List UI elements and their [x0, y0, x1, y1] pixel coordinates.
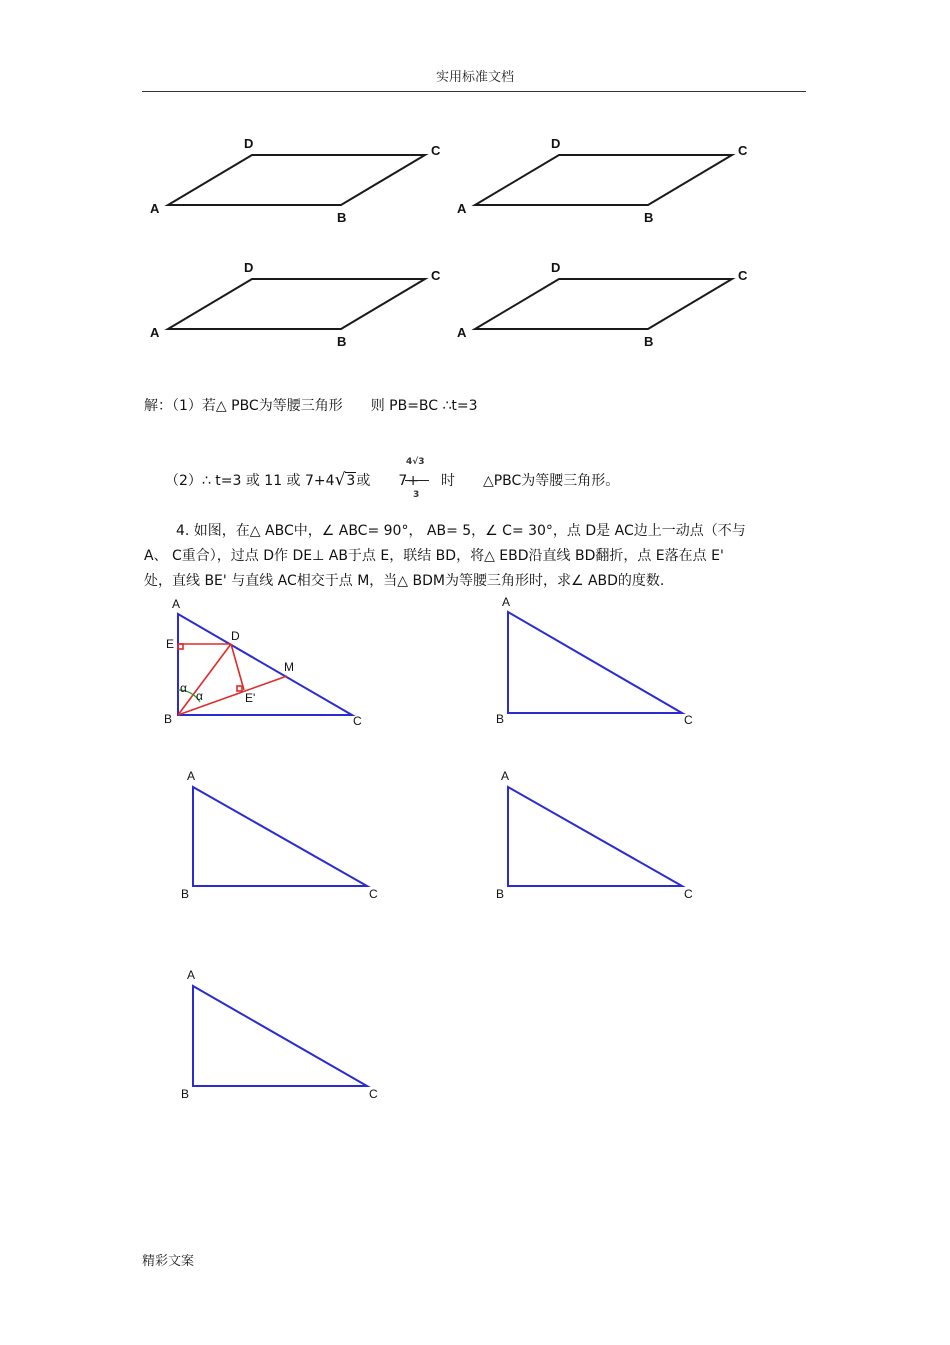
label-C: C: [369, 887, 378, 901]
label-E-prime: E': [245, 691, 256, 705]
figure-stroke: [178, 614, 352, 715]
label-A: A: [187, 968, 196, 982]
label-D: D: [231, 629, 240, 643]
label-A: A: [457, 325, 467, 340]
sqrt-radicand: 3: [346, 473, 356, 489]
label-alpha: α: [180, 681, 187, 695]
solution-part2-suffix: 时 △PBC为等腰三角形。: [440, 473, 620, 489]
label-B: B: [496, 887, 505, 901]
figure-stroke: [168, 155, 425, 205]
label-C: C: [431, 143, 441, 158]
fraction-numerator: 4√3: [406, 457, 425, 467]
label-C: C: [684, 887, 693, 901]
label-A: A: [150, 325, 160, 340]
sqrt-symbol: √: [334, 470, 346, 490]
figure-stroke: [475, 279, 732, 329]
label-alpha: α: [196, 689, 203, 703]
label-A: A: [502, 595, 511, 609]
figure-stroke: [237, 686, 242, 691]
label-B: B: [337, 210, 347, 225]
label-B: B: [496, 712, 505, 726]
label-B: B: [181, 1087, 190, 1101]
label-D: D: [244, 260, 254, 275]
solution-part2-prefix: （2）∴ t=3 或 11 或 7+4: [165, 473, 335, 489]
label-E: E: [166, 637, 175, 651]
label-D: D: [551, 136, 561, 151]
solution-part2: [165, 470, 619, 490]
label-D: D: [551, 260, 561, 275]
label-B: B: [644, 210, 654, 225]
label-A: A: [187, 769, 196, 783]
figure-stroke: [178, 644, 183, 649]
figure-stroke: [178, 644, 231, 715]
solution-part1: 解：（1）若△ PBC为等腰三角形 则 PB=BC ∴t=3: [144, 398, 478, 414]
figure-stroke: [508, 612, 682, 713]
label-C: C: [738, 143, 748, 158]
problem4-line2: A、 C重合），过点 D作 DE⊥ AB于点 E，联结 BD，将△ EBD沿直线 BD翻折，点 E落在点 E': [144, 548, 724, 564]
label-A: A: [172, 597, 181, 611]
label-B: B: [164, 712, 173, 726]
figure-stroke: [475, 155, 732, 205]
label-B: B: [181, 887, 190, 901]
label-C: C: [353, 714, 362, 728]
label-M: M: [284, 660, 294, 674]
solution-part2-mid: 或 7+: [356, 473, 419, 489]
label-D: D: [244, 136, 254, 151]
figure-stroke: [508, 787, 682, 886]
label-C: C: [431, 268, 441, 283]
page-footer: 精彩文案: [142, 1254, 195, 1269]
problem4-line1: 4. 如图，在△ ABC中，∠ ABC= 90°， AB= 5，∠ C= 30°，点 D是 AC边上一动点（不与: [176, 523, 746, 539]
label-C: C: [684, 713, 693, 727]
label-B: B: [337, 334, 347, 349]
fraction-denominator: 3: [413, 490, 420, 500]
label-B: B: [644, 334, 654, 349]
label-A: A: [150, 201, 160, 216]
problem4-line3: 处，直线 BE' 与直线 AC相交于点 M，当△ BDM为等腰三角形时，求∠ ABD的度数.: [144, 573, 665, 589]
page-header: 实用标准文档: [435, 70, 514, 85]
label-C: C: [738, 268, 748, 283]
label-A: A: [501, 769, 510, 783]
fraction-bar: [405, 480, 429, 481]
label-C: C: [369, 1087, 378, 1101]
figure-stroke: [168, 279, 425, 329]
figure-stroke: [193, 787, 367, 886]
label-A: A: [457, 201, 467, 216]
figure-stroke: [193, 986, 367, 1086]
